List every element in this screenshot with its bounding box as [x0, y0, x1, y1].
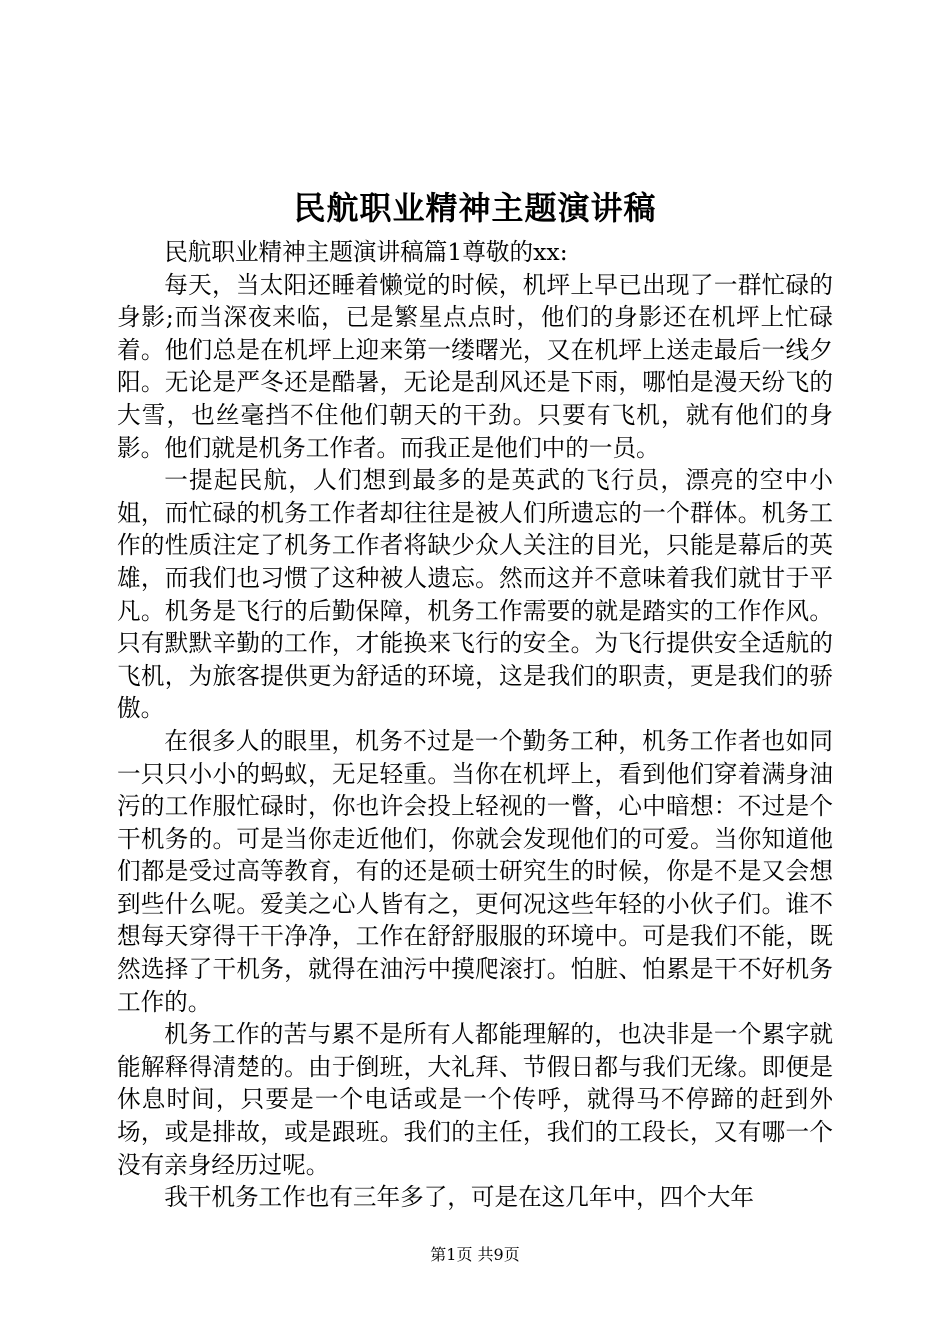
paragraph-2: 一提起民航，人们想到最多的是英武的飞行员，漂亮的空中小姐，而忙碌的机务工作者却往往是被人们所遗忘的一个群体。机务工作的性质注定了机务工作者将缺少众人关注的目光，只能是幕后的英雄，而我们也习惯了这种被人遗忘。然而这并不意味着我们就甘于平凡。机务是飞行的后勤保障，机务工作需要的就是踏实的工作作风。只有默默辛勤的工作，才能换来飞行的安全。为飞行提供安全适航的飞机，为旅客提供更为舒适的环境，这是我们的职责，更是我们的骄傲。 — [117, 466, 833, 723]
document-title: 民航职业精神主题演讲稿 — [293, 189, 657, 227]
paragraph-1: 每天，当太阳还睡着懒觉的时候，机坪上早已出现了一群忙碌的身影;而当深夜来临，已是繁星点点时，他们的身影还在机坪上忙碌着。他们总是在机坪上迎来第一缕曙光，又在机坪上送走最后一线夕阳。无论是严冬还是酷暑，无论是刮风还是下雨，哪怕是漫天纷飞的大雪，也丝毫挡不住他们朝天的干劲。只要有飞机，就有他们的身影。他们就是机务工作者。而我正是他们中的一员。 — [117, 270, 833, 462]
paragraph-4: 机务工作的苦与累不是所有人都能理解的，也决非是一个累字就能解释得清楚的。由于倒班，大礼拜、节假日都与我们无缘。即便是休息时间，只要是一个电话或是一个传呼，就得马不停蹄的赶到外场，或是排故，或是跟班。我们的主任，我们的工段长，又有哪一个没有亲身经历过呢。 — [117, 1020, 833, 1179]
paragraph-3: 在很多人的眼里，机务不过是一个勤务工种，机务工作者也如同一只只小小的蚂蚁，无足轻重。当你在机坪上，看到他们穿着满身油污的工作服忙碌时，你也许会投上轻视的一瞥，心中暗想：不过是个干机务的。可是当你走近他们，你就会发现他们的可爱。当你知道他们都是受过高等教育，有的还是硕士研究生的时候，你是不是又会想到些什么呢。爱美之心人皆有之，更何况这些年轻的小伙子们。谁不想每天穿得干干净净，工作在舒舒服服的环境中。可是我们不能，既然选择了干机务，就得在油污中摸爬滚打。怕脏、怕累是干不好机务工作的。 — [117, 726, 833, 1016]
page-footer: 第1页 共9页 — [430, 1245, 520, 1264]
document-body — [117, 236, 833, 1214]
paragraph-intro: 民航职业精神主题演讲稿篇1尊敬的xx: — [164, 238, 568, 266]
paragraph-5: 我干机务工作也有三年多了，可是在这几年中，四个大年 — [164, 1183, 755, 1212]
